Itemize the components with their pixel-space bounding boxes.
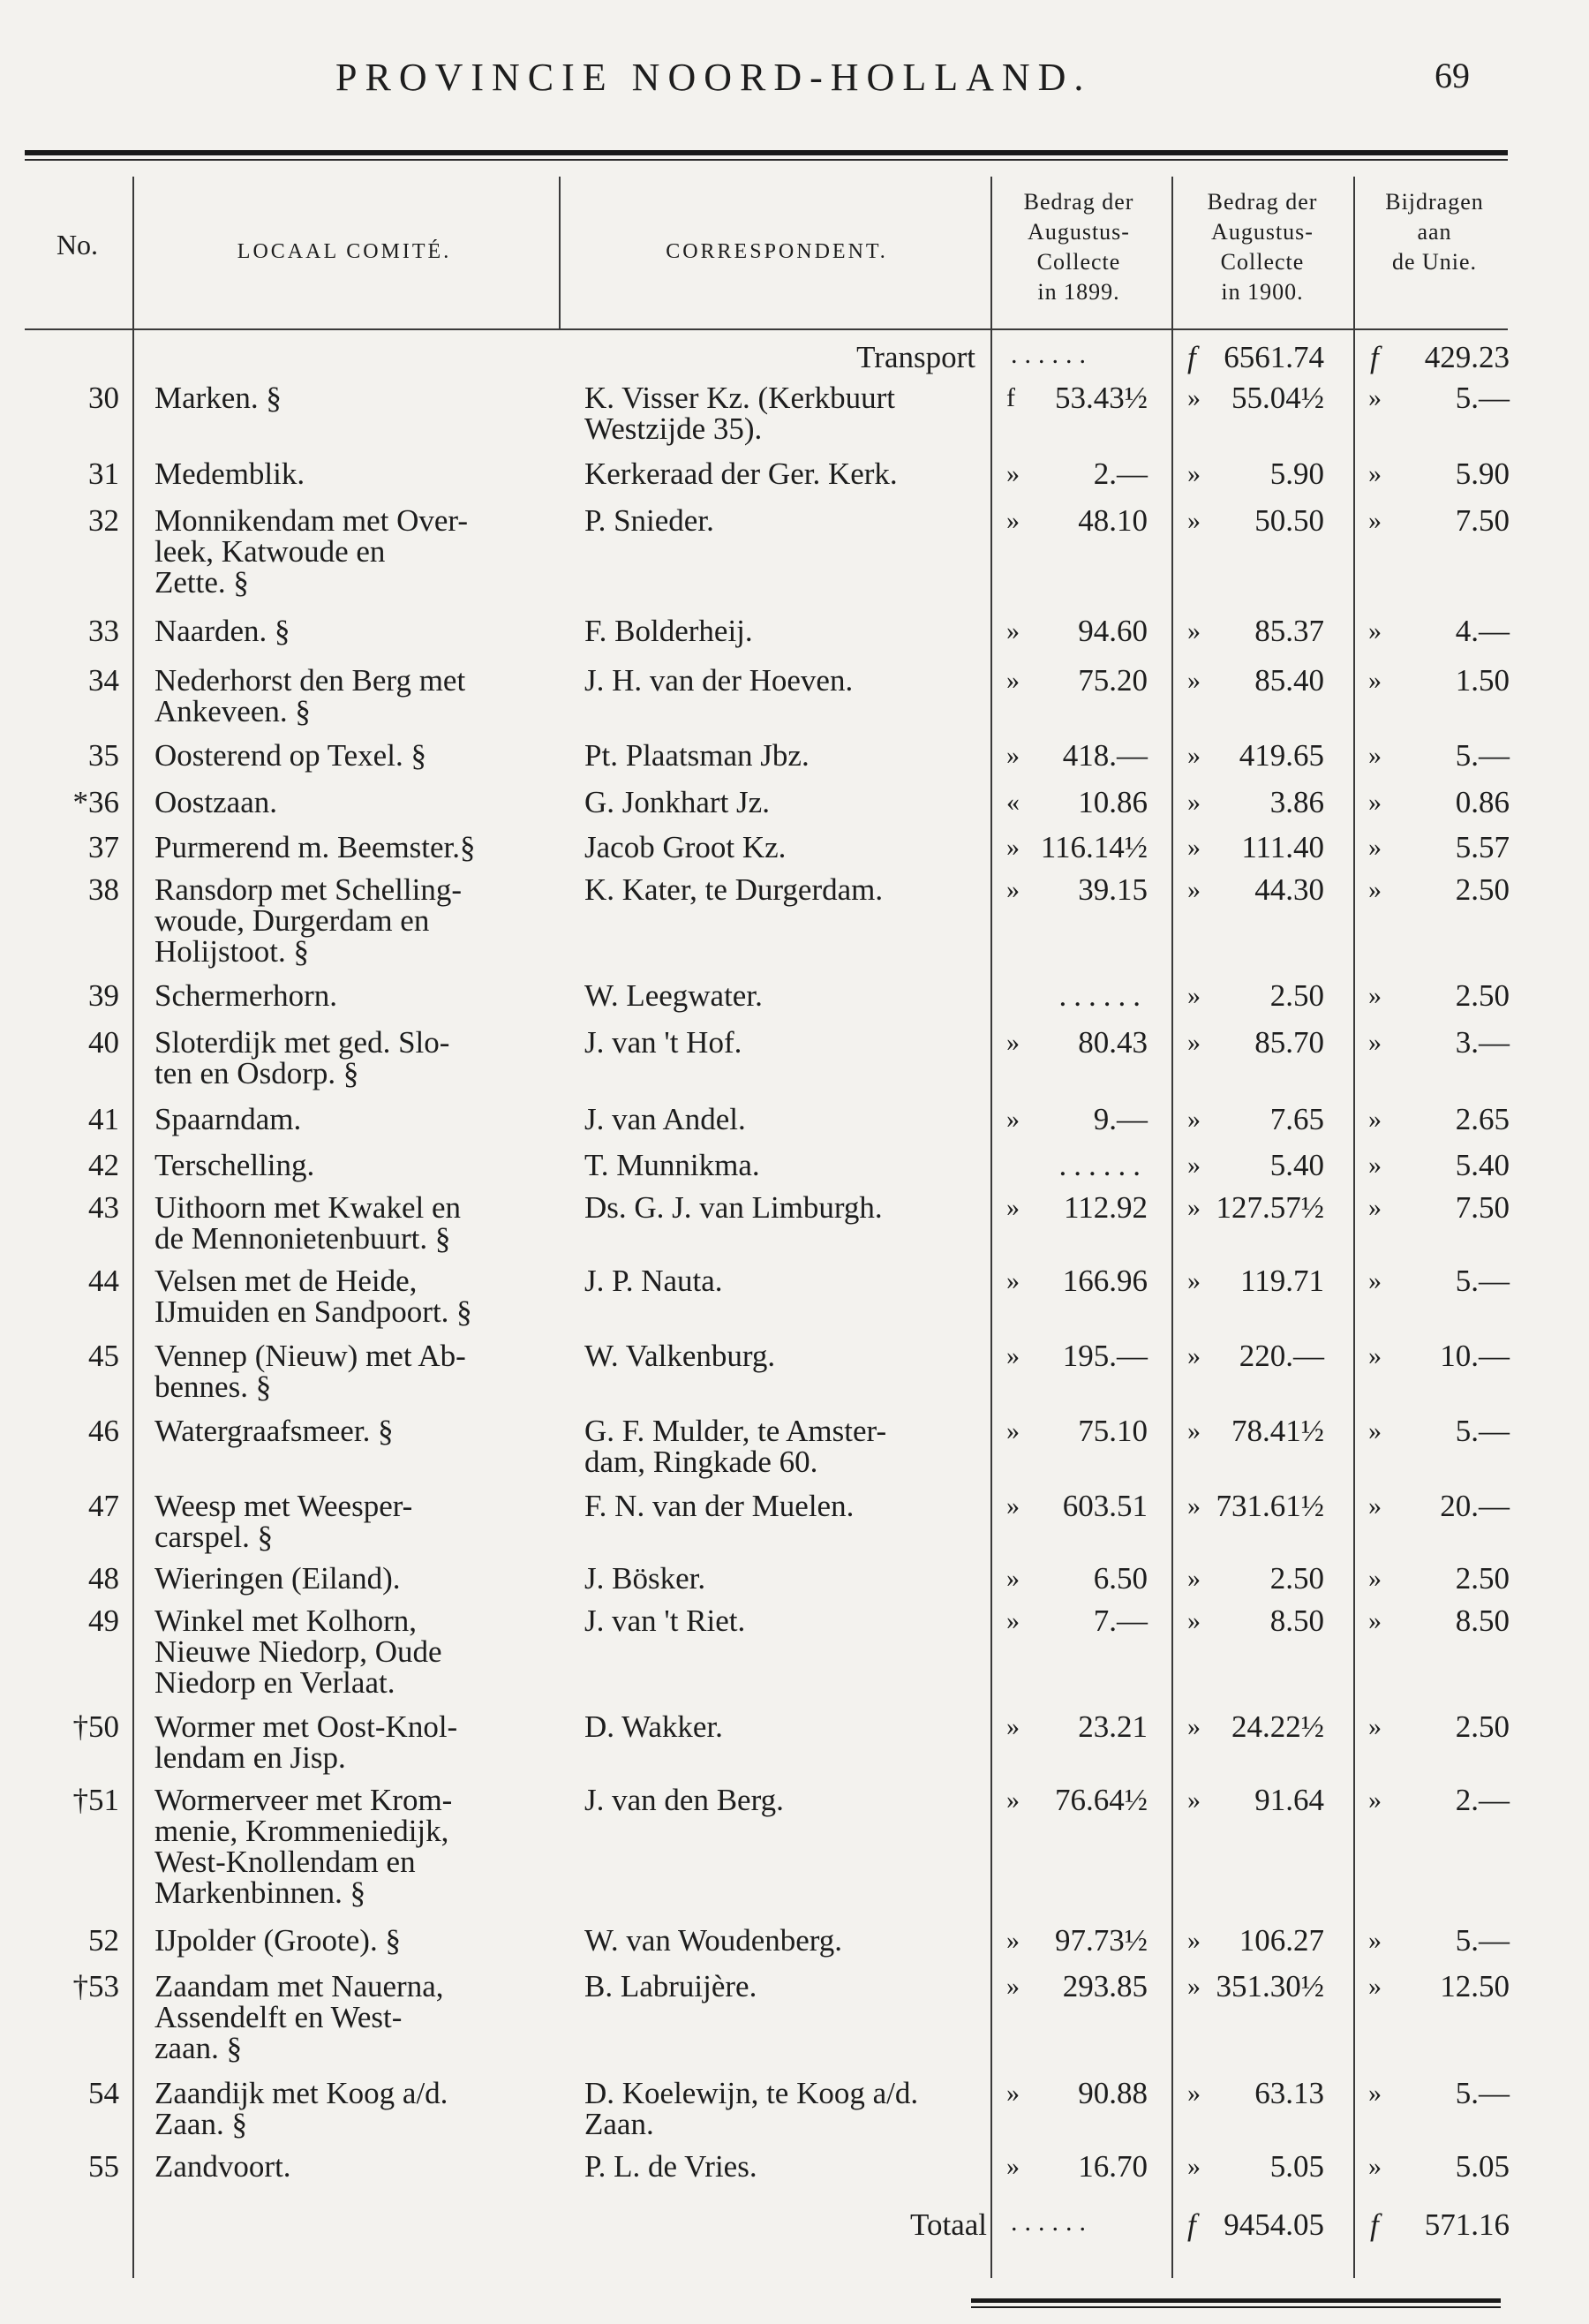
- local-committee: Terschelling.: [154, 1148, 315, 1182]
- correspondent: Jacob Groot Kz.: [584, 830, 787, 864]
- header-rule-thin: [25, 159, 1508, 161]
- ditto-mark: »: [1368, 1712, 1382, 1741]
- contribution-unie: 1.50: [1455, 663, 1510, 698]
- ditto-mark: »: [1006, 1972, 1020, 2001]
- row-number: 37: [88, 830, 119, 864]
- ditto-mark: »: [1006, 506, 1020, 535]
- ditto-mark: »: [1368, 1491, 1382, 1520]
- amount-1899: 53.43½: [1055, 381, 1148, 415]
- row-number: 31: [88, 456, 119, 491]
- transport-label: Transport: [856, 340, 975, 374]
- correspondent: K. Visser Kz. (Kerkbuurt Westzijde 35).: [584, 381, 896, 446]
- ditto-mark: »: [1368, 1193, 1382, 1222]
- correspondent: T. Munnikma.: [584, 1148, 760, 1182]
- contribution-unie: 5.—: [1455, 381, 1510, 415]
- correspondent: B. Labruijère.: [584, 1969, 757, 2003]
- contribution-unie: 2.50: [1455, 872, 1510, 907]
- ditto-mark: »: [1368, 616, 1382, 645]
- row-number: 41: [88, 1102, 119, 1136]
- contribution-unie: 2.50: [1455, 1561, 1510, 1596]
- amount-1899: 603.51: [1062, 1489, 1148, 1523]
- contribution-unie: 2.—: [1455, 1783, 1510, 1817]
- ditto-mark: »: [1187, 1266, 1201, 1295]
- contribution-unie: 7.50: [1455, 503, 1510, 538]
- amount-1900: 3.86: [1269, 785, 1324, 819]
- currency-mark: f: [1370, 2207, 1379, 2242]
- amount-1900: 85.37: [1254, 614, 1324, 648]
- amount-1899: 116.14½: [1040, 830, 1148, 864]
- amount-1900: 85.40: [1254, 663, 1324, 698]
- ditto-mark: »: [1006, 459, 1020, 488]
- correspondent: Ds. G. J. van Limburgh.: [584, 1190, 883, 1225]
- ditto-mark: »: [1187, 1105, 1201, 1134]
- ditto-mark: »: [1187, 1606, 1201, 1635]
- amount-1899: 76.64½: [1055, 1783, 1148, 1817]
- amount-1900: 8.50: [1269, 1603, 1324, 1638]
- ditto-mark: »: [1006, 1416, 1020, 1445]
- correspondent: K. Kater, te Durgerdam.: [584, 872, 884, 907]
- ditto-mark: »: [1368, 1341, 1382, 1370]
- row-number: 34: [88, 663, 119, 698]
- local-committee: Wormer met Oost-Knol- lendam en Jisp.: [154, 1709, 458, 1775]
- ditto-mark: »: [1187, 459, 1201, 488]
- header-rule-thick: [25, 150, 1508, 155]
- ditto-mark: »: [1187, 1416, 1201, 1445]
- ditto-mark: »: [1368, 459, 1382, 488]
- total-label: Totaal: [910, 2207, 987, 2242]
- amount-1900: 5.40: [1269, 1148, 1324, 1182]
- local-committee: IJpolder (Groote). §: [154, 1923, 401, 1958]
- ditto-mark: »: [1368, 2152, 1382, 2181]
- ditto-mark: »: [1187, 666, 1201, 695]
- local-committee: Zaandam met Nauerna, Assendelft en West- zaan. §: [154, 1969, 444, 2065]
- amount-1899: 195.—: [1062, 1339, 1148, 1373]
- ditto-mark: »: [1006, 1712, 1020, 1741]
- amount-1900: 2.50: [1269, 1561, 1324, 1596]
- contribution-unie: 12.50: [1440, 1969, 1510, 2003]
- row-number: 32: [88, 503, 119, 538]
- ditto-mark: »: [1187, 1972, 1201, 2001]
- correspondent: J. P. Nauta.: [584, 1264, 723, 1298]
- amount-1899: 23.21: [1078, 1709, 1148, 1744]
- amount-1900: 55.04½: [1231, 381, 1324, 415]
- local-committee: Velsen met de Heide, IJmuiden en Sandpoort. §: [154, 1264, 472, 1329]
- local-committee: Spaarndam.: [154, 1102, 302, 1136]
- ditto-mark: »: [1187, 741, 1201, 770]
- amount-1900: 351.30½: [1216, 1969, 1324, 2003]
- contribution-unie: 4.—: [1455, 614, 1510, 648]
- amount-1899: ......: [1058, 978, 1148, 1013]
- local-committee: Zandvoort.: [154, 2149, 291, 2184]
- amount-1900: 2.50: [1269, 978, 1324, 1013]
- local-committee: Ransdorp met Schelling- woude, Durgerdam en Holijstoot. §: [154, 872, 463, 969]
- contribution-unie: 10.—: [1440, 1339, 1510, 1373]
- ditto-mark: »: [1006, 666, 1020, 695]
- column-rule: [132, 177, 134, 2278]
- ditto-mark: »: [1006, 1785, 1020, 1815]
- ditto-mark: »: [1368, 506, 1382, 535]
- contribution-unie: 5.—: [1455, 1414, 1510, 1448]
- correspondent: Kerkeraad der Ger. Kerk.: [584, 456, 898, 491]
- row-number: 49: [88, 1603, 119, 1638]
- amount-1900: 78.41½: [1231, 1414, 1324, 1448]
- row-number: 44: [88, 1264, 119, 1298]
- correspondent: J. van Andel.: [584, 1102, 746, 1136]
- correspondent: D. Wakker.: [584, 1709, 723, 1744]
- amount-1899: 39.15: [1078, 872, 1148, 907]
- col-header-bijdragen: Bijdragen aan de Unie.: [1385, 189, 1484, 275]
- correspondent: J. Bösker.: [584, 1561, 706, 1596]
- amount-1900: 220.—: [1239, 1339, 1324, 1373]
- ditto-mark: »: [1368, 1266, 1382, 1295]
- ditto-mark: »: [1006, 2152, 1020, 2181]
- ditto-mark: »: [1187, 1341, 1201, 1370]
- amount-1899: 75.10: [1078, 1414, 1148, 1448]
- ditto-mark: »: [1368, 1564, 1382, 1593]
- col-header-bedrag-1900: Bedrag der Augustus- Collecte in 1900.: [1207, 189, 1318, 305]
- amount-1900: 419.65: [1239, 738, 1324, 773]
- ditto-mark: f: [1006, 383, 1015, 412]
- local-committee: Medemblik.: [154, 456, 305, 491]
- local-committee: Weesp met Weesper- carspel. §: [154, 1489, 413, 1554]
- ditto-mark: »: [1006, 1028, 1020, 1057]
- contribution-unie: 3.—: [1455, 1025, 1510, 1060]
- contribution-unie: 5.40: [1455, 1148, 1510, 1182]
- correspondent: W. Valkenburg.: [584, 1339, 776, 1373]
- ditto-mark: »: [1006, 1105, 1020, 1134]
- row-number: 54: [88, 2076, 119, 2110]
- ditto-mark: »: [1187, 1926, 1201, 1955]
- ditto-mark: »: [1368, 1972, 1382, 2001]
- ditto-mark: »: [1187, 1712, 1201, 1741]
- currency-mark: f: [1370, 340, 1379, 374]
- amount-1899: 2.—: [1093, 456, 1148, 491]
- amount-1900: 85.70: [1254, 1025, 1324, 1060]
- row-number: †50: [72, 1709, 119, 1744]
- correspondent: G. F. Mulder, te Amster- dam, Ringkade 60.: [584, 1414, 887, 1479]
- ditto-mark: »: [1187, 2152, 1201, 2181]
- correspondent: W. Leegwater.: [584, 978, 763, 1013]
- ditto-mark: »: [1187, 833, 1201, 862]
- ditto-mark: »: [1368, 666, 1382, 695]
- amount-1899: 112.92: [1064, 1190, 1148, 1225]
- contribution-unie: 2.50: [1455, 1709, 1510, 1744]
- row-number: 52: [88, 1923, 119, 1958]
- ditto-mark: »: [1006, 1266, 1020, 1295]
- ditto-mark: »: [1368, 1785, 1382, 1815]
- amount-1899: 293.85: [1062, 1969, 1148, 2003]
- amount-1900: 24.22½: [1231, 1709, 1324, 1744]
- amount-1899: 10.86: [1078, 785, 1148, 819]
- ditto-mark: »: [1006, 1926, 1020, 1955]
- transport-unie: 429.23: [1424, 340, 1510, 374]
- correspondent: Pt. Plaatsman Jbz.: [584, 738, 810, 773]
- local-committee: Nederhorst den Berg met Ankeveen. §: [154, 663, 466, 728]
- ditto-mark: »: [1187, 875, 1201, 904]
- ditto-mark: »: [1368, 1926, 1382, 1955]
- ditto-mark: »: [1368, 741, 1382, 770]
- amount-1899: 16.70: [1078, 2149, 1148, 2184]
- amount-1899: 48.10: [1078, 503, 1148, 538]
- ditto-mark: »: [1187, 1785, 1201, 1815]
- ditto-mark: »: [1368, 833, 1382, 862]
- ditto-mark: »: [1006, 875, 1020, 904]
- amount-1899: 90.88: [1078, 2076, 1148, 2110]
- row-number: 55: [88, 2149, 119, 2184]
- amount-1900: 44.30: [1254, 872, 1324, 907]
- ditto-mark: »: [1006, 1193, 1020, 1222]
- row-number: 35: [88, 738, 119, 773]
- correspondent: J. H. van der Hoeven.: [584, 663, 854, 698]
- amount-1899: 75.20: [1078, 663, 1148, 698]
- ditto-mark: »: [1187, 788, 1201, 817]
- amount-1900: 91.64: [1254, 1783, 1324, 1817]
- contribution-unie: 8.50: [1455, 1603, 1510, 1638]
- amount-1899: 418.—: [1062, 738, 1148, 773]
- row-number: 48: [88, 1561, 119, 1596]
- page-number: 69: [1435, 56, 1470, 95]
- ditto-mark: »: [1187, 506, 1201, 535]
- local-committee: Naarden. §: [154, 614, 290, 648]
- ditto-mark: »: [1368, 383, 1382, 412]
- ditto-mark: »: [1006, 1491, 1020, 1520]
- amount-1899: 97.73½: [1055, 1923, 1148, 1958]
- contribution-unie: 2.50: [1455, 978, 1510, 1013]
- row-number: 30: [88, 381, 119, 415]
- amount-1900: 106.27: [1239, 1923, 1324, 1958]
- currency-mark: f: [1187, 340, 1196, 374]
- amount-1900: 5.90: [1269, 456, 1324, 491]
- column-rule: [1171, 177, 1173, 2278]
- correspondent: D. Koelewijn, te Koog a/d. Zaan.: [584, 2076, 919, 2141]
- col-header-no: No.: [56, 229, 99, 260]
- ditto-mark: »: [1368, 1105, 1382, 1134]
- ditto-mark: »: [1368, 2079, 1382, 2108]
- contribution-unie: 5.—: [1455, 1923, 1510, 1958]
- amount-1900: 111.40: [1241, 830, 1324, 864]
- ditto-mark: »: [1187, 1028, 1201, 1057]
- local-committee: Watergraafsmeer. §: [154, 1414, 394, 1448]
- contribution-unie: 5.—: [1455, 738, 1510, 773]
- col-header-bedrag-1899: Bedrag der Augustus- Collecte in 1899.: [1023, 189, 1134, 305]
- amount-1900: 119.71: [1240, 1264, 1324, 1298]
- ditto-mark: »: [1368, 1416, 1382, 1445]
- amount-1900: 7.65: [1269, 1102, 1324, 1136]
- column-rule: [559, 177, 561, 328]
- ditto-mark: »: [1006, 1341, 1020, 1370]
- total-1899: ......: [1011, 2207, 1093, 2237]
- correspondent: J. van 't Riet.: [584, 1603, 746, 1638]
- local-committee: Winkel met Kolhorn, Nieuwe Niedorp, Oude Niedorp en Verlaat.: [154, 1603, 442, 1700]
- row-number: 40: [88, 1025, 119, 1060]
- amount-1899: 9.—: [1093, 1102, 1148, 1136]
- contribution-unie: 5.—: [1455, 2076, 1510, 2110]
- col-header-correspondent: CORRESPONDENT.: [666, 240, 888, 263]
- ditto-mark: »: [1368, 875, 1382, 904]
- local-committee: Zaandijk met Koog a/d. Zaan. §: [154, 2076, 448, 2141]
- row-number: 45: [88, 1339, 119, 1373]
- amount-1900: 731.61½: [1216, 1489, 1324, 1523]
- amount-1899: 166.96: [1062, 1264, 1148, 1298]
- column-rule: [990, 177, 992, 2278]
- footer-rule-thick: [971, 2298, 1501, 2303]
- row-number: 33: [88, 614, 119, 648]
- local-committee: Purmerend m. Beemster.§: [154, 830, 476, 864]
- row-number: †53: [72, 1969, 119, 2003]
- transport-1899: ......: [1011, 340, 1093, 369]
- amount-1900: 5.05: [1269, 2149, 1324, 2184]
- total-unie: 571.16: [1424, 2207, 1510, 2242]
- local-committee: Wieringen (Eiland).: [154, 1561, 401, 1596]
- correspondent: F. Bolderheij.: [584, 614, 753, 648]
- amount-1899: 80.43: [1078, 1025, 1148, 1060]
- ditto-mark: »: [1187, 1564, 1201, 1593]
- ditto-mark: »: [1187, 2079, 1201, 2108]
- ditto-mark: »: [1187, 981, 1201, 1010]
- ditto-mark: »: [1368, 1606, 1382, 1635]
- amount-1899: 94.60: [1078, 614, 1148, 648]
- local-committee: Wormerveer met Krom- menie, Krommeniedijk, West-Knollendam en Markenbinnen. §: [154, 1783, 453, 1910]
- local-committee: Monnikendam met Over- leek, Katwoude en Zette. §: [154, 503, 469, 600]
- amount-1900: 127.57½: [1216, 1190, 1324, 1225]
- transport-1900: 6561.74: [1224, 340, 1324, 374]
- row-number: 43: [88, 1190, 119, 1225]
- ditto-mark: »: [1006, 741, 1020, 770]
- row-number: 38: [88, 872, 119, 907]
- row-number: 46: [88, 1414, 119, 1448]
- currency-mark: f: [1187, 2207, 1196, 2242]
- ditto-mark: »: [1006, 2079, 1020, 2108]
- row-number: †51: [72, 1783, 119, 1817]
- ditto-mark: »: [1187, 1151, 1201, 1180]
- ditto-mark: »: [1187, 1193, 1201, 1222]
- ditto-mark: »: [1187, 1491, 1201, 1520]
- local-committee: Marken. §: [154, 381, 282, 415]
- local-committee: Vennep (Nieuw) met Ab- bennes. §: [154, 1339, 466, 1404]
- contribution-unie: 20.—: [1440, 1489, 1510, 1523]
- correspondent: W. van Woudenberg.: [584, 1923, 843, 1958]
- ditto-mark: »: [1368, 981, 1382, 1010]
- row-number: 39: [88, 978, 119, 1013]
- header-separator: [25, 328, 1508, 330]
- amount-1899: 6.50: [1093, 1561, 1148, 1596]
- ditto-mark: «: [1006, 788, 1020, 817]
- amount-1900: 50.50: [1254, 503, 1324, 538]
- footer-rule-thin: [971, 2306, 1501, 2308]
- contribution-unie: 5.—: [1455, 1264, 1510, 1298]
- ditto-mark: »: [1006, 616, 1020, 645]
- local-committee: Oosterend op Texel. §: [154, 738, 426, 773]
- contribution-unie: 5.90: [1455, 456, 1510, 491]
- amount-1899: ......: [1058, 1148, 1148, 1182]
- ditto-mark: »: [1006, 1564, 1020, 1593]
- local-committee: Sloterdijk met ged. Slo- ten en Osdorp. §: [154, 1025, 450, 1090]
- contribution-unie: 7.50: [1455, 1190, 1510, 1225]
- correspondent: J. van den Berg.: [584, 1783, 784, 1817]
- local-committee: Uithoorn met Kwakel en de Mennonietenbuurt. §: [154, 1190, 461, 1256]
- column-rule: [1353, 177, 1355, 2278]
- local-committee: Schermerhorn.: [154, 978, 338, 1013]
- correspondent: J. van 't Hof.: [584, 1025, 742, 1060]
- ditto-mark: »: [1006, 1606, 1020, 1635]
- col-header-comite: LOCAAL COMITÉ.: [237, 240, 452, 263]
- ditto-mark: »: [1368, 1028, 1382, 1057]
- contribution-unie: 5.05: [1455, 2149, 1510, 2184]
- ditto-mark: »: [1006, 833, 1020, 862]
- correspondent: P. L. de Vries.: [584, 2149, 757, 2184]
- correspondent: G. Jonkhart Jz.: [584, 785, 770, 819]
- ditto-mark: »: [1187, 383, 1201, 412]
- correspondent: P. Snieder.: [584, 503, 714, 538]
- row-number: *36: [72, 785, 119, 819]
- row-number: 47: [88, 1489, 119, 1523]
- local-committee: Oostzaan.: [154, 785, 277, 819]
- total-1900: 9454.05: [1224, 2207, 1324, 2242]
- contribution-unie: 0.86: [1455, 785, 1510, 819]
- correspondent: F. N. van der Muelen.: [584, 1489, 855, 1523]
- ditto-mark: »: [1368, 788, 1382, 817]
- row-number: 42: [88, 1148, 119, 1182]
- contribution-unie: 5.57: [1455, 830, 1510, 864]
- contribution-unie: 2.65: [1455, 1102, 1510, 1136]
- amount-1900: 63.13: [1254, 2076, 1324, 2110]
- ditto-mark: »: [1187, 616, 1201, 645]
- amount-1899: 7.—: [1093, 1603, 1148, 1638]
- page-title: PROVINCIE NOORD-HOLLAND.: [335, 56, 1092, 99]
- ditto-mark: »: [1368, 1151, 1382, 1180]
